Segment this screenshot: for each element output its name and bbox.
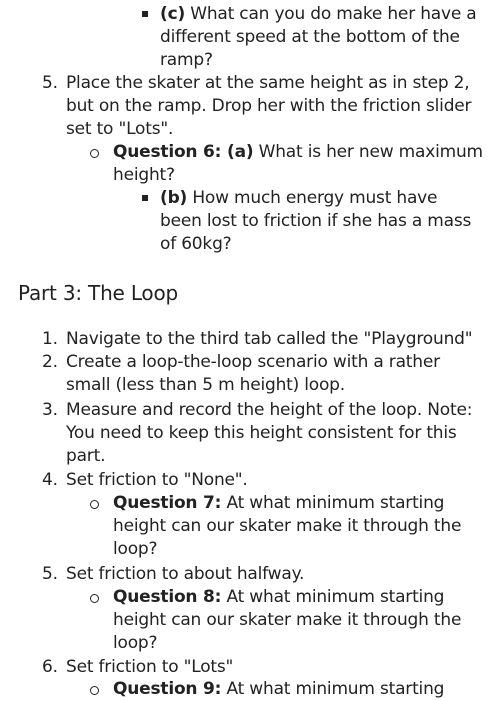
- part3-item-4-line-1: Set friction to "None".: [66, 470, 248, 490]
- step-5-number: 5.: [42, 73, 58, 93]
- part3-item-2-line-2: small (less than 5 m height) loop.: [66, 375, 345, 395]
- question-c-text: What can you do make her have a: [185, 4, 477, 24]
- question-c-line-3: ramp?: [160, 50, 213, 70]
- step-5-line-3: set to "Lots".: [66, 119, 174, 139]
- square-bullet-icon: [142, 195, 148, 201]
- part3-item-2-line-1: Create a loop-the-loop scenario with a rather: [66, 352, 440, 372]
- question-7-line-1: [113, 492, 444, 515]
- question-8-text: At what minimum starting: [221, 587, 445, 607]
- question-9-text: At what minimum starting: [221, 679, 445, 699]
- circle-bullet-icon: [90, 149, 99, 158]
- question-6b-line-3: of 60kg?: [160, 234, 232, 254]
- question-c-line-2: different speed at the bottom of the: [160, 27, 460, 47]
- step-5-line-2: but on the ramp. Drop her with the friction slider: [66, 96, 472, 116]
- question-8-line-2: height can our skater make it through the: [113, 610, 462, 630]
- question-6b-line-2: been lost to friction if she has a mass: [160, 211, 472, 231]
- circle-bullet-icon: [90, 686, 99, 695]
- part3-item-3-line-1: Measure and record the height of the loop. Note:: [66, 400, 473, 420]
- question-6-line-2: height?: [113, 165, 175, 185]
- question-6-label: Question 6: (a): [113, 142, 254, 162]
- question-7-label: Question 7:: [113, 493, 222, 513]
- question-8-label: Question 8:: [113, 587, 222, 607]
- question-9-line-1: [113, 678, 444, 701]
- square-bullet-icon: [142, 11, 148, 17]
- question-9-label: Question 9:: [113, 679, 222, 699]
- question-c-line-1: [160, 3, 477, 26]
- question-8-line-1: [113, 586, 444, 609]
- question-6-line-1: [113, 141, 483, 164]
- part3-item-2-number: 2.: [42, 352, 58, 372]
- part3-item-6-number: 6.: [42, 657, 58, 677]
- part-3-heading: Part 3: The Loop: [18, 281, 178, 305]
- part3-item-5-number: 5.: [42, 564, 58, 584]
- part3-item-6-line-1: Set friction to "Lots": [66, 657, 234, 677]
- part3-item-3-line-3: part.: [66, 446, 106, 466]
- question-c-label: (c): [160, 4, 186, 24]
- part3-item-1-line-1: Navigate to the third tab called the "Playground": [66, 329, 473, 349]
- question-7-line-2: height can our skater make it through the: [113, 516, 462, 536]
- question-8-line-3: loop?: [113, 633, 158, 653]
- question-7-line-3: loop?: [113, 539, 158, 559]
- question-6b-text: How much energy must have: [187, 188, 438, 208]
- step-5-line-1: Place the skater at the same height as in step 2,: [66, 73, 470, 93]
- circle-bullet-icon: [90, 594, 99, 603]
- circle-bullet-icon: [90, 500, 99, 509]
- question-6-text: What is her new maximum: [253, 142, 483, 162]
- question-6b-label: (b): [160, 188, 188, 208]
- question-7-text: At what minimum starting: [221, 493, 445, 513]
- part3-item-3-line-2: You need to keep this height consistent for this: [66, 423, 457, 443]
- question-6b-line-1: [160, 187, 437, 210]
- part3-item-5-line-1: Set friction to about halfway.: [66, 564, 305, 584]
- part3-item-3-number: 3.: [42, 400, 58, 420]
- part3-item-4-number: 4.: [42, 470, 58, 490]
- part3-item-1-number: 1.: [42, 329, 58, 349]
